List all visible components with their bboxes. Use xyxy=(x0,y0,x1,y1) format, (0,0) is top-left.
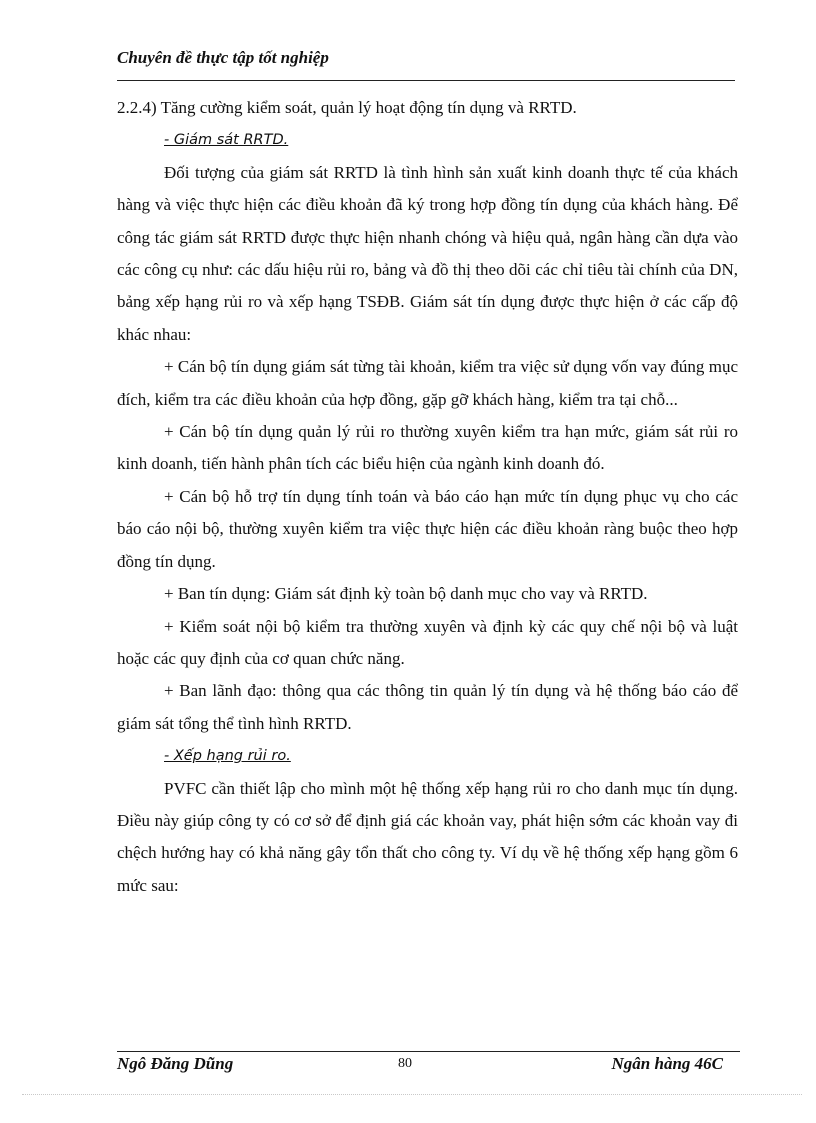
list-item-credit-board: + Ban tín dụng: Giám sát định kỳ toàn bộ danh mục cho vay và RRTD. xyxy=(164,584,648,604)
subsection-title-rating: - Xếp hạng rủi ro. xyxy=(164,748,291,765)
list-item-risk-officer: + Cán bộ tín dụng quản lý rủi ro thường xuyên kiểm tra hạn mức, giám sát rủi ro kinh doanh, tiến hành phân tích các biểu hiện của ngành kinh doanh đó. xyxy=(117,422,738,474)
paragraph-monitoring: Đối tượng của giám sát RRTD là tình hình sản xuất kinh doanh thực tế của khách hàng và việc thực hiện các điều khoản đã ký trong hợp đồng tín dụng của khách hàng. Để công tác giám sát RRTD được thực hiện nhanh chóng và hiệu quả, ngân hàng cần dựa vào các công cụ như: các dấu hiệu rủi ro, bảng và đồ thị theo dõi các chỉ tiêu tài chính của DN, bảng xếp hạng rủi ro và xếp hạng TSĐB. Giám sát tín dụng được thực hiện ở các cấp độ khác nhau: xyxy=(117,162,738,344)
page-header-title: Chuyên đề thực tập tốt nghiệp xyxy=(117,48,329,67)
header-rule xyxy=(117,80,735,81)
list-item-credit-officer: + Cán bộ tín dụng giám sát từng tài khoản, kiểm tra việc sử dụng vốn vay đúng mục đích, kiểm tra các điều khoản của hợp đồng, gặp gỡ khách hàng, kiểm tra tại chỗ... xyxy=(117,357,738,409)
list-item-management: + Ban lãnh đạo: thông qua các thông tin quản lý tín dụng và hệ thống báo cáo để giám sát tổng thể tình hình RRTD. xyxy=(117,681,738,733)
footer-class-name: Ngân hàng 46C xyxy=(611,1054,723,1073)
footer-rule xyxy=(117,1051,740,1052)
subsection-title-monitoring: - Giám sát RRTD. xyxy=(164,132,289,149)
document-body xyxy=(117,92,738,902)
paragraph-rating: PVFC cần thiết lập cho mình một hệ thống xếp hạng rủi ro cho danh mục tín dụng. Điều này giúp công ty có cơ sở để định giá các khoản vay, phát hiện sớm các khoản vay đi chệch hướng hay có khả năng gây tổn thất cho công ty. Ví dụ về hệ thống xếp hạng gồm 6 mức sau: xyxy=(117,778,738,895)
footer-page-number: 80 xyxy=(398,1056,412,1071)
list-item-internal-control: + Kiểm soát nội bộ kiểm tra thường xuyên và định kỳ các quy chế nội bộ và luật hoặc các quy định của cơ quan chức năng. xyxy=(117,616,738,668)
list-item-support-officer: + Cán bộ hỗ trợ tín dụng tính toán và báo cáo hạn mức tín dụng phục vụ cho các báo cáo nội bộ, thường xuyên kiểm tra việc thực hiện các điều khoản ràng buộc theo hợp đồng tín dụng. xyxy=(117,486,738,571)
page-footer xyxy=(117,1054,740,1078)
footer-author: Ngô Đăng Dũng xyxy=(117,1054,234,1073)
page-boundary-line xyxy=(22,1094,802,1095)
section-heading: 2.2.4) Tăng cường kiểm soát, quản lý hoạt động tín dụng và RRTD. xyxy=(117,98,577,117)
